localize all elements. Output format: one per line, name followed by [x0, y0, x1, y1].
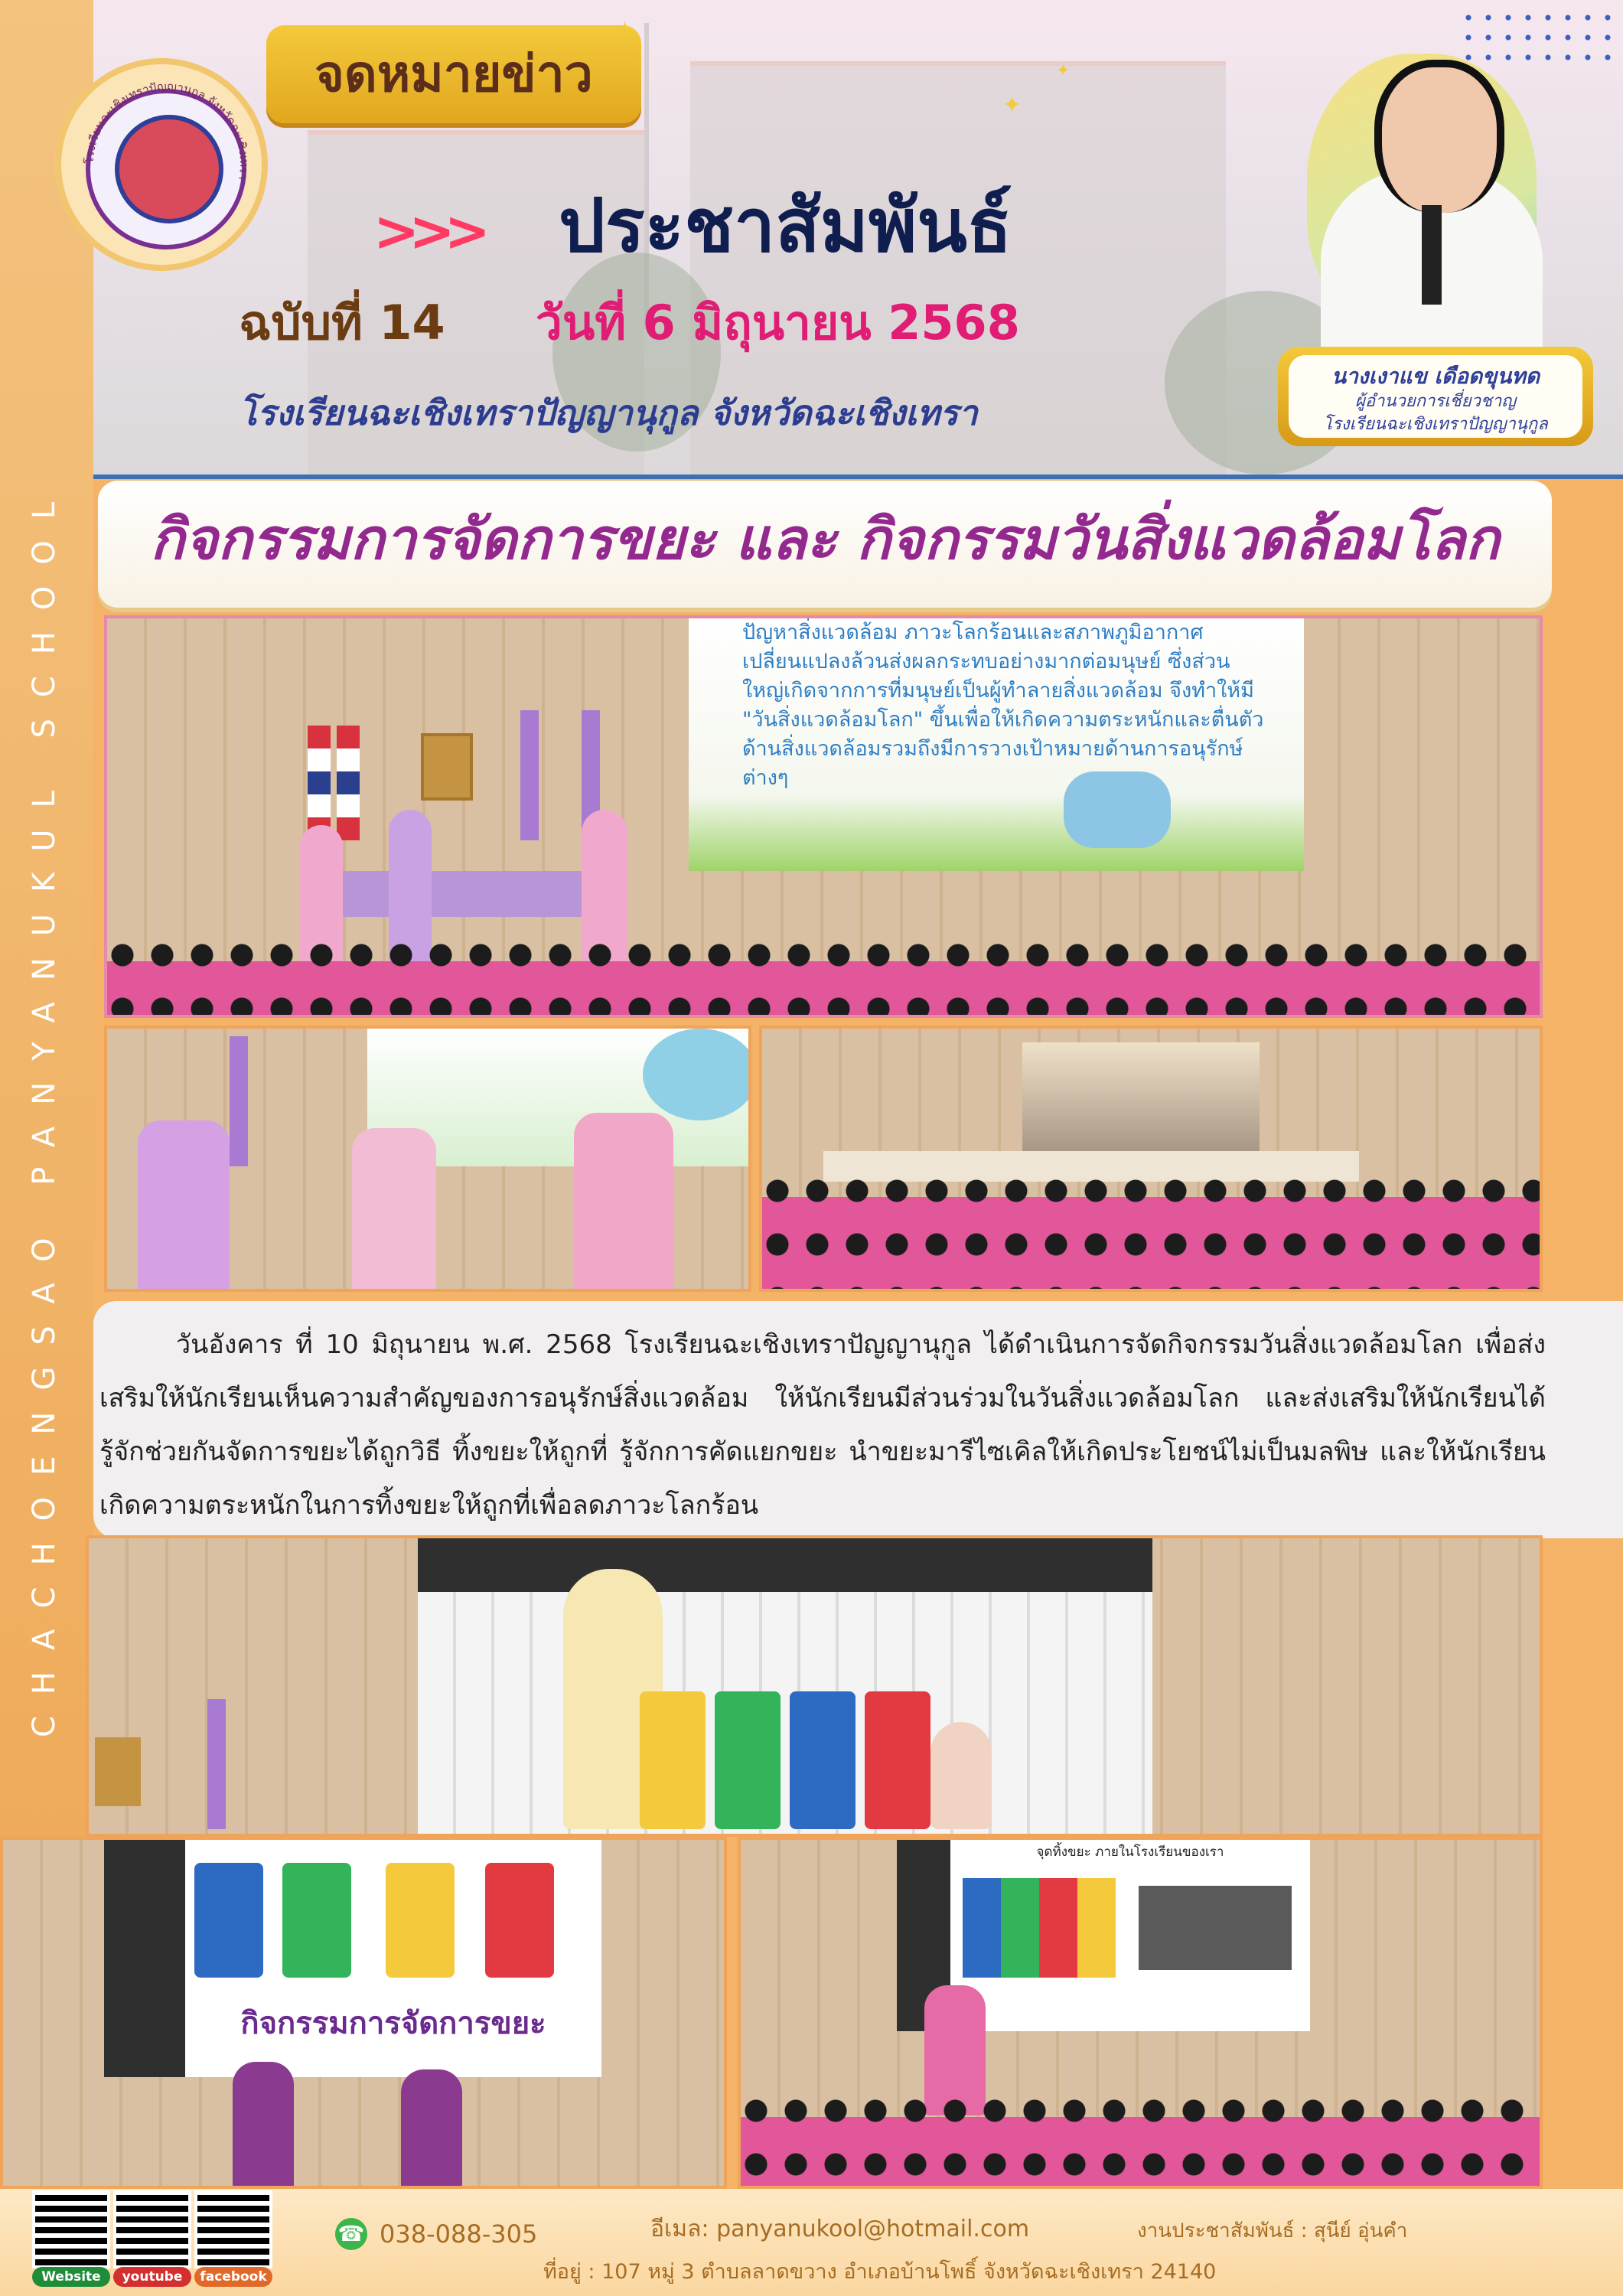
- photo-waste-bins-cartoon: [86, 1535, 1543, 1837]
- thai-flag: [337, 726, 360, 840]
- director-photo-tie: [1422, 205, 1442, 305]
- sparkle-icon: ✦: [1056, 61, 1071, 80]
- school-logo-text: [75, 72, 259, 256]
- blue-bin: [790, 1691, 855, 1829]
- sparkle-icon: ✦: [1002, 92, 1022, 119]
- purple-flag: [230, 1036, 248, 1166]
- watering-can-icon: [1064, 771, 1171, 848]
- photo-hall-presentation: [104, 615, 1543, 1018]
- purple-flag: [207, 1699, 226, 1829]
- photo-presenters: [104, 1026, 751, 1292]
- qr-code-youtube[interactable]: [113, 2190, 191, 2268]
- photo-school-bins: [738, 1837, 1543, 2189]
- vertical-school-name: CHACHOENGSAO PANYANUKUL SCHOOL: [27, 480, 62, 1737]
- facebook-label[interactable]: facebook: [194, 2267, 272, 2287]
- presenter: [233, 2062, 294, 2189]
- royal-portrait: [95, 1737, 141, 1806]
- pr-contact: งานประชาสัมพันธ์ : สุนีย์ อุ่นคำ: [1137, 2219, 1408, 2242]
- yellow-bin: [640, 1691, 706, 1829]
- page-title: ประชาสัมพันธ์: [559, 183, 1012, 269]
- royal-portrait: [421, 733, 473, 801]
- bins-photo: [963, 1878, 1116, 1978]
- cartoon-child: [930, 1722, 992, 1829]
- screen-text: ปัญหาสิ่งแวดล้อม ภาวะโลกร้อนและสภาพภูมิอากาศ เปลี่ยนแปลงล้วนส่งผลกระทบอย่างมากต่อมนุษย์ ซึ่งส่วน ใหญ่เกิดจากการที่มนุษย์เป็นผู้ทำลายสิ่งแวดล้อม จึงทำให้มี "วันสิ่งแวดล้อมโลก" ขึ้นเพื่อให้เกิดความตระหนักและตื่นตัว ด้านสิ่งแวดล้อมรวมถึงมีการวางเป้าหมายด้านการอนุรักษ์ ต่างๆ: [742, 621, 1264, 790]
- activity-title: กิจกรรมการจัดการขยะ และ กิจกรรมวันสิ่งแวดล้อมโลก: [150, 507, 1500, 572]
- phone-icon: ☎: [335, 2218, 367, 2250]
- qr-code-facebook[interactable]: [194, 2190, 272, 2268]
- qr-code-website[interactable]: [32, 2190, 110, 2268]
- director-school: โรงเรียนฉะเชิงเทราปัญญานุกูล: [1323, 415, 1548, 434]
- svg-text:โรงเรียนฉะเชิงเทราปัญญานุกูล จ: โรงเรียนฉะเชิงเทราปัญญานุกูล จังหวัดฉะเชิงเทรา: [82, 79, 252, 181]
- presenter: [401, 2069, 462, 2189]
- student-audience: [741, 2094, 1540, 2186]
- description-paragraph: วันอังคาร ที่ 10 มิถุนายน พ.ศ. 2568 โรงเรียนฉะเชิงเทราปัญญานุกูล ได้ดำเนินการจัดกิจกรรมวันสิ่งแวดล้อมโลก เพื่อส่งเสริมให้นักเรียนเห็นความสำคัญของการอนุรักษ์สิ่งแวดล้อม ให้นักเรียนมีส่วนร่วมในวันสิ่งแวดล้อมโลก และส่งเสริมให้นักเรียนได้รู้จักช่วยกันจัดการขยะได้ถูกวิธี ทิ้งขยะให้ถูกที่ รู้จักการคัดแยกขยะ นำขยะมารีไซเคิลให้เกิดประโยชน์ไม่เป็นมลพิษ และให้นักเรียนเกิดความตระหนักในการทิ้งขยะให้ถูกที่เพื่อลดภาวะโลกร้อน: [99, 1329, 1546, 1521]
- bins-photo: [1139, 1886, 1292, 1970]
- slide-title: จุดทิ้งขยะ ภายในโรงเรียนของเรา: [1036, 1844, 1224, 1860]
- director-photo-face: [1374, 60, 1504, 213]
- stage-table: [337, 871, 612, 917]
- website-label[interactable]: Website: [32, 2267, 110, 2287]
- header-divider: [93, 475, 1623, 479]
- decorative-dots: [1458, 8, 1612, 69]
- issue-date: วันที่ 6 มิถุนายน 2568: [536, 295, 1020, 351]
- slide-title: กิจกรรมการจัดการขยะ: [240, 2006, 546, 2041]
- green-bin: [715, 1691, 781, 1829]
- chevron-arrows-icon: >>>: [373, 199, 480, 263]
- email[interactable]: อีเมล: panyanukool@hotmail.com: [650, 2216, 1030, 2242]
- director-position: ผู้อำนวยการเชี่ยวชาญ: [1355, 392, 1516, 411]
- photo-waste-management: [0, 1837, 727, 2189]
- newsletter-banner-label: จดหมายข่าว: [314, 44, 593, 103]
- issue-number: ฉบับที่ 14: [239, 295, 445, 351]
- photo-hall-audience: [759, 1026, 1543, 1292]
- yellow-bin: [386, 1863, 455, 1978]
- presenter: [574, 1113, 673, 1292]
- projector-screen: [1022, 1042, 1260, 1157]
- presenter: [138, 1120, 230, 1292]
- presenter: [352, 1128, 436, 1292]
- address: ที่อยู่ : 107 หมู่ 3 ตำบลลาดขวาง อำเภอบ้านโพธิ์ จังหวัดฉะเชิงเทรา 24140: [543, 2260, 1217, 2284]
- student-audience: [762, 1174, 1540, 1289]
- director-name: นางเงาแข เดือดขุนทด: [1331, 364, 1540, 389]
- youtube-label[interactable]: youtube: [113, 2267, 191, 2287]
- screen-border: [418, 1538, 1152, 1600]
- red-bin: [865, 1691, 930, 1829]
- globe-icon: [643, 1029, 751, 1120]
- projector-screen: [418, 1592, 1152, 1837]
- thai-flag: [308, 726, 331, 840]
- phone-number[interactable]: 038-088-305: [380, 2219, 538, 2249]
- school-name-line: โรงเรียนฉะเชิงเทราปัญญานุกูล จังหวัดฉะเชิงเทรา: [239, 393, 978, 433]
- student-audience: [107, 938, 1540, 1015]
- blue-bin: [194, 1863, 263, 1978]
- purple-flag: [520, 710, 539, 840]
- green-bin: [282, 1863, 351, 1978]
- red-bin: [485, 1863, 554, 1978]
